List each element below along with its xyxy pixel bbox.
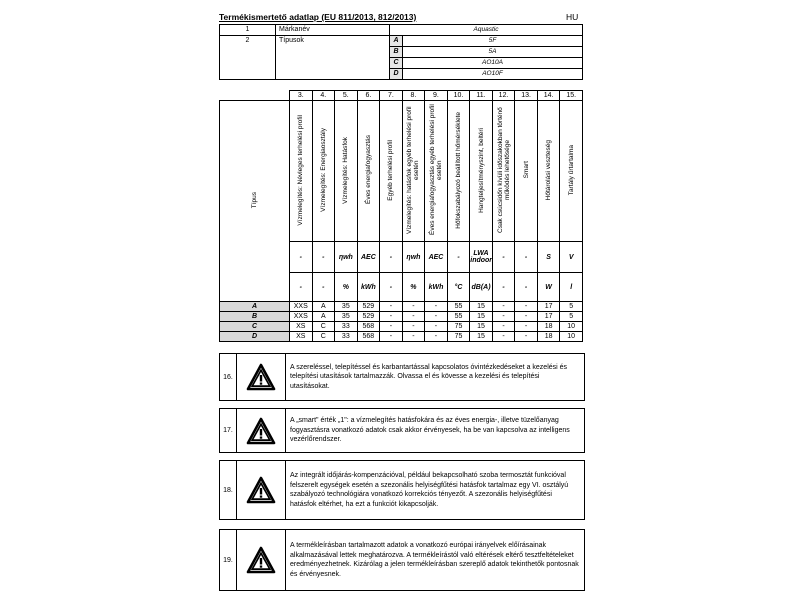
warning-box: [219, 408, 585, 453]
column-symbol: V: [560, 242, 583, 273]
warning-number: 17.: [220, 409, 237, 452]
column-unit: %: [402, 273, 425, 302]
column-number: 11.: [470, 91, 493, 101]
column-header: Vízmelegítés: Energiaosztály: [312, 101, 335, 242]
column-symbol: ηwh: [335, 242, 358, 273]
column-number: 12.: [492, 91, 515, 101]
warning-number: 16.: [220, 354, 237, 400]
model-value: 5F: [403, 36, 583, 47]
column-unit: dB(A): [470, 273, 493, 302]
warning-box: [219, 460, 585, 520]
model-letter: B: [390, 47, 403, 58]
column-header: Hőtárolási veszteség: [537, 101, 560, 242]
document-title: Termékismertető adatlap (EU 811/2013, 812/2013): [219, 12, 417, 22]
table-cell: 35: [335, 312, 358, 322]
table-cell: 568: [357, 332, 380, 342]
table-cell: XXS: [290, 312, 313, 322]
row-type-label: C: [220, 322, 290, 332]
table-cell: 33: [335, 332, 358, 342]
table-cell: XS: [290, 332, 313, 342]
brand-name: Aquastic: [390, 25, 583, 36]
column-number: 8.: [402, 91, 425, 101]
table-cell: 55: [447, 302, 470, 312]
info-num: 1: [220, 25, 276, 36]
table-cell: C: [312, 322, 335, 332]
table-cell: 17: [537, 302, 560, 312]
warning-box: [219, 529, 585, 591]
column-number: 7.: [380, 91, 403, 101]
info-label: Típusok: [276, 36, 390, 80]
table-cell: -: [402, 312, 425, 322]
table-cell: 55: [447, 312, 470, 322]
table-row: [220, 332, 583, 342]
table-cell: -: [425, 302, 448, 312]
model-value: AO10A: [403, 58, 583, 69]
model-value: AO10F: [403, 69, 583, 80]
column-number: 14.: [537, 91, 560, 101]
warning-text: A szereléssel, telepítéssel és karbantartással kapcsolatos óvintézkedéseket a kezelési és telepítési utasítások tartalmazzák. Olvassa el és kövesse a kezelési és telepítési utasításokat.: [290, 363, 568, 390]
table-cell: -: [492, 322, 515, 332]
table-cell: -: [515, 322, 538, 332]
language-code: HU: [566, 12, 579, 22]
table-cell: -: [492, 312, 515, 322]
table-cell: 75: [447, 332, 470, 342]
table-cell: -: [380, 332, 403, 342]
column-symbol: -: [380, 242, 403, 273]
column-header: Vízmelegítés: Hatásfok: [335, 101, 358, 242]
table-cell: -: [402, 302, 425, 312]
table-cell: 529: [357, 302, 380, 312]
column-header: Éves energiafogyasztás egyéb terhelési profil esetén: [425, 101, 448, 242]
warning-number: 18.: [220, 461, 237, 519]
column-unit: kWh: [357, 273, 380, 302]
table-cell: -: [515, 312, 538, 322]
warning-triangle-icon: [237, 354, 286, 400]
table-cell: -: [515, 332, 538, 342]
model-letter: D: [390, 69, 403, 80]
model-letter: C: [390, 58, 403, 69]
column-unit: -: [290, 273, 313, 302]
column-unit: °C: [447, 273, 470, 302]
column-number: 5.: [335, 91, 358, 101]
column-unit: -: [515, 273, 538, 302]
column-symbol: -: [290, 242, 313, 273]
column-unit: -: [492, 273, 515, 302]
warning-box: [219, 353, 585, 401]
table-cell: C: [312, 332, 335, 342]
table-cell: -: [425, 322, 448, 332]
column-header: Vízmelegítés: Névleges terhelési profil: [290, 101, 313, 242]
table-cell: 15: [470, 322, 493, 332]
table-cell: 75: [447, 322, 470, 332]
column-header: Smart: [515, 101, 538, 242]
column-unit: -: [312, 273, 335, 302]
table-cell: 17: [537, 312, 560, 322]
warning-text: A „smart" érték „1": a vízmelegítés hatásfokára és az éves energia-, illetve tüzelőanyag fogyasztásra vonatkozó adatok csak akkor érvényesek, ha be van kapcsolva az intelligens vezérlőrendszer.: [290, 417, 570, 444]
column-header: Hőfokszabályozó beállított hőmérséklete: [447, 101, 470, 242]
table-cell: -: [380, 322, 403, 332]
row-type-label: B: [220, 312, 290, 322]
table-cell: 15: [470, 312, 493, 322]
column-header: Csak csúcsidőn kívüli időszakokban történő működés lehetősége: [492, 101, 515, 242]
energy-data-table: [219, 90, 583, 342]
table-row: [220, 302, 583, 312]
table-cell: -: [492, 302, 515, 312]
column-symbol: S: [537, 242, 560, 273]
table-cell: 35: [335, 302, 358, 312]
table-cell: 5: [560, 302, 583, 312]
column-unit: kWh: [425, 273, 448, 302]
table-row: [220, 312, 583, 322]
column-unit: W: [537, 273, 560, 302]
column-symbol: -: [447, 242, 470, 273]
warning-number: 19.: [220, 530, 237, 590]
table-cell: XS: [290, 322, 313, 332]
table-cell: 15: [470, 332, 493, 342]
table-cell: 18: [537, 332, 560, 342]
table-cell: 15: [470, 302, 493, 312]
warning-triangle-icon: [237, 530, 286, 590]
table-cell: XXS: [290, 302, 313, 312]
column-number: 4.: [312, 91, 335, 101]
table-cell: 10: [560, 322, 583, 332]
table-cell: 5: [560, 312, 583, 322]
table-cell: 18: [537, 322, 560, 332]
table-row: [220, 322, 583, 332]
model-letter: A: [390, 36, 403, 47]
row-header-type: Típus: [220, 101, 290, 302]
column-header: Hangteljesítményszint, beltéri: [470, 101, 493, 242]
table-cell: -: [425, 312, 448, 322]
model-value: 5A: [403, 47, 583, 58]
warning-triangle-icon: [237, 409, 286, 452]
table-cell: -: [380, 312, 403, 322]
table-cell: 33: [335, 322, 358, 332]
warning-text: Az integrált időjárás-kompenzációval, például bekapcsolható szoba termosztát funkcióval felszerelt egységek esetén a szezonális helyiségfűtési hatásfok tartalmaz egy VI. osztályú szabályozó technológiára vonatkozó korrekciós tényezőt. A szezonális helyiségfűtési hatásfok eltérhet, ha ezt a funkciót kikapcsolják.: [290, 472, 569, 508]
table-cell: A: [312, 302, 335, 312]
column-symbol: ηwh: [402, 242, 425, 273]
table-cell: -: [380, 302, 403, 312]
column-header: Egyéb terhelési profil: [380, 101, 403, 242]
column-symbol: -: [515, 242, 538, 273]
column-symbol: -: [492, 242, 515, 273]
info-num: 2: [220, 36, 276, 80]
table-cell: -: [425, 332, 448, 342]
table-cell: A: [312, 312, 335, 322]
row-type-label: D: [220, 332, 290, 342]
table-cell: 568: [357, 322, 380, 332]
warning-text: A termékleírásban tartalmazott adatok a vonatkozó európai irányelvek előírásainak alkalmazásával lettek meghatározva. A termékleírástól való eltérések eltérő tesztfeltételeket eredményezhetnek. Kizárólag a jelen termékleírásban szereplő adatok tekinthetők pontosnak és érvényesnek.: [290, 542, 579, 578]
table-cell: 10: [560, 332, 583, 342]
column-symbol: AEC: [357, 242, 380, 273]
column-symbol: -: [312, 242, 335, 273]
column-symbol: AEC: [425, 242, 448, 273]
column-number: 10.: [447, 91, 470, 101]
warning-triangle-icon: [237, 461, 286, 519]
product-info-table: [219, 24, 583, 80]
column-unit: %: [335, 273, 358, 302]
column-number: 3.: [290, 91, 313, 101]
column-number: 6.: [357, 91, 380, 101]
column-header: Éves energiafogyasztás: [357, 101, 380, 242]
column-number: 9.: [425, 91, 448, 101]
table-cell: -: [402, 332, 425, 342]
info-label: Márkanév: [276, 25, 390, 36]
table-cell: 529: [357, 312, 380, 322]
column-unit: -: [380, 273, 403, 302]
row-type-label: A: [220, 302, 290, 312]
column-header: Vízmelegítés: hatásfok egyéb terhelési profil esetén: [402, 101, 425, 242]
table-cell: -: [515, 302, 538, 312]
column-unit: l: [560, 273, 583, 302]
blank-cell: [220, 91, 290, 101]
column-header: Tartály űrtartalma: [560, 101, 583, 242]
column-number: 15.: [560, 91, 583, 101]
column-symbol: LWA indoor: [470, 242, 493, 273]
column-number: 13.: [515, 91, 538, 101]
table-cell: -: [402, 322, 425, 332]
table-cell: -: [492, 332, 515, 342]
